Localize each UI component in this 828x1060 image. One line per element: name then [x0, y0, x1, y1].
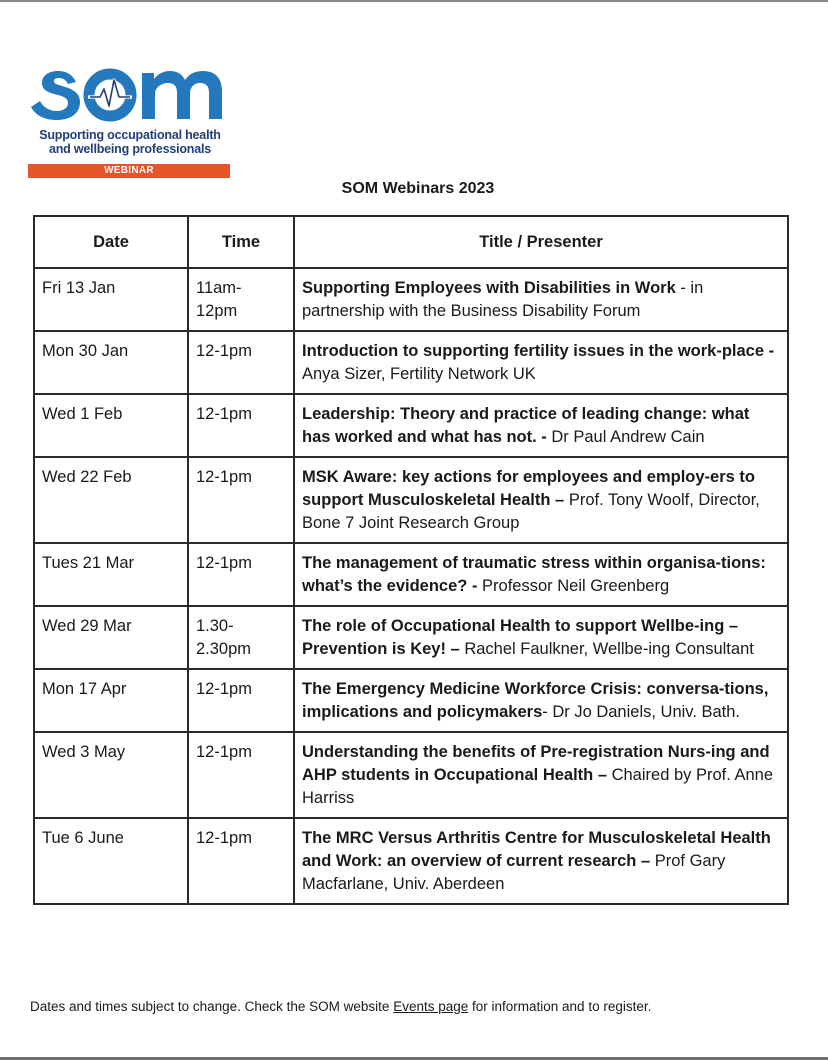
title-cell	[294, 331, 788, 394]
time-start: 12-1pm	[196, 405, 252, 423]
presenter: Dr Paul Andrew Cain	[551, 428, 705, 446]
presenter: Rachel Faulkner, Wellbe-ing Consultant	[464, 640, 754, 658]
time-start: 12-1pm	[196, 342, 252, 360]
time-start: 12-1pm	[196, 743, 252, 761]
webinar-title: Understanding the benefits of Pre-registration Nurs-ing and AHP students in Occupational Health –	[302, 743, 770, 784]
presenter: Anya Sizer, Fertility Network UK	[302, 365, 536, 383]
title-cell	[294, 732, 788, 818]
date-cell: Fri 13 Jan	[34, 268, 188, 331]
webinar-schedule-table	[33, 215, 789, 905]
date-cell: Wed 3 May	[34, 732, 188, 818]
time-start: 12-1pm	[196, 680, 252, 698]
presenter: - Dr Jo Daniels, Univ. Bath.	[542, 703, 741, 721]
time-start: 12-1pm	[196, 554, 252, 572]
footer-note	[30, 998, 810, 1016]
table-row	[34, 606, 788, 669]
top-border	[0, 0, 828, 2]
table-row	[34, 457, 788, 543]
webinar-title: Introduction to supporting fertility issues in the work-place -	[302, 342, 775, 360]
title-cell	[294, 394, 788, 457]
table-row	[34, 818, 788, 904]
presenter: - in partnership with the Business Disability Forum	[302, 279, 704, 320]
time-start: 12-1pm	[196, 829, 252, 847]
logo-tagline-line2: and wellbeing professionals	[49, 142, 211, 156]
time-cell	[188, 457, 294, 543]
table-header-row	[34, 216, 788, 268]
title-cell	[294, 606, 788, 669]
webinar-title: The MRC Versus Arthritis Centre for Musculoskeletal Health and Work: an overview of current research –	[302, 829, 771, 870]
title-cell	[294, 543, 788, 606]
table-row	[34, 394, 788, 457]
time-cell	[188, 732, 294, 818]
webinar-band: WEBINAR	[28, 164, 230, 178]
table-row	[34, 732, 788, 818]
webinar-title: The management of traumatic stress within organisa-tions: what’s the evidence? -	[302, 554, 766, 595]
header-date: Date	[34, 216, 188, 268]
footer-text-before: Dates and times subject to change. Check the SOM website	[30, 999, 394, 1014]
time-start: 12-1pm	[196, 468, 252, 486]
presenter: Chaired by Prof. Anne Harriss	[302, 766, 774, 807]
date-cell: Wed 29 Mar	[34, 606, 188, 669]
time-end: 12pm	[196, 302, 238, 320]
page-title: SOM Webinars 2023	[341, 180, 495, 197]
table-row	[34, 543, 788, 606]
title-cell	[294, 818, 788, 904]
header-title-presenter: Title / Presenter	[294, 216, 788, 268]
events-page-link[interactable]: Events page	[393, 999, 469, 1014]
title-cell	[294, 457, 788, 543]
date-cell: Tue 6 June	[34, 818, 188, 904]
title-cell	[294, 669, 788, 732]
time-start: 11am-	[196, 279, 242, 297]
time-end: 2.30pm	[196, 640, 252, 658]
time-cell	[188, 268, 294, 331]
date-cell: Tues 21 Mar	[34, 543, 188, 606]
time-cell	[188, 543, 294, 606]
webinar-title: The Emergency Medicine Workforce Crisis: conversa-tions, implications and policymakers	[302, 680, 769, 721]
webinar-title: Leadership: Theory and practice of leading change: what has worked and what has not. -	[302, 405, 750, 446]
logo-letter-m	[142, 71, 222, 119]
time-cell	[188, 394, 294, 457]
logo-tagline-line1: Supporting occupational health	[39, 128, 221, 142]
date-cell: Wed 1 Feb	[34, 394, 188, 457]
table-row	[34, 268, 788, 331]
date-cell: Mon 17 Apr	[34, 669, 188, 732]
webinar-title: The role of Occupational Health to support Wellbe-ing – Prevention is Key! –	[302, 617, 739, 658]
header-time: Time	[188, 216, 294, 268]
webinar-title: Supporting Employees with Disabilities in Work	[302, 279, 676, 297]
presenter: Prof. Tony Woolf, Director, Bone 7 Joint Research Group	[302, 491, 760, 532]
webinar-title: MSK Aware: key actions for employees and employ-ers to support Musculoskeletal Health –	[302, 468, 755, 509]
time-cell	[188, 606, 294, 669]
presenter: Professor Neil Greenberg	[482, 577, 670, 595]
logo-letter-s	[31, 71, 80, 120]
time-cell	[188, 669, 294, 732]
title-cell	[294, 268, 788, 331]
logo-tagline	[28, 128, 232, 156]
som-logo-mark	[28, 58, 232, 126]
time-start: 1.30-	[196, 617, 234, 635]
date-cell: Mon 30 Jan	[34, 331, 188, 394]
footer-text-after: for information and to register.	[468, 999, 652, 1014]
presenter: Prof Gary Macfarlane, Univ. Aberdeen	[302, 852, 726, 893]
time-cell	[188, 818, 294, 904]
date-cell: Wed 22 Feb	[34, 457, 188, 543]
time-cell	[188, 331, 294, 394]
table-row	[34, 331, 788, 394]
table-row	[34, 669, 788, 732]
som-logo	[28, 58, 232, 180]
